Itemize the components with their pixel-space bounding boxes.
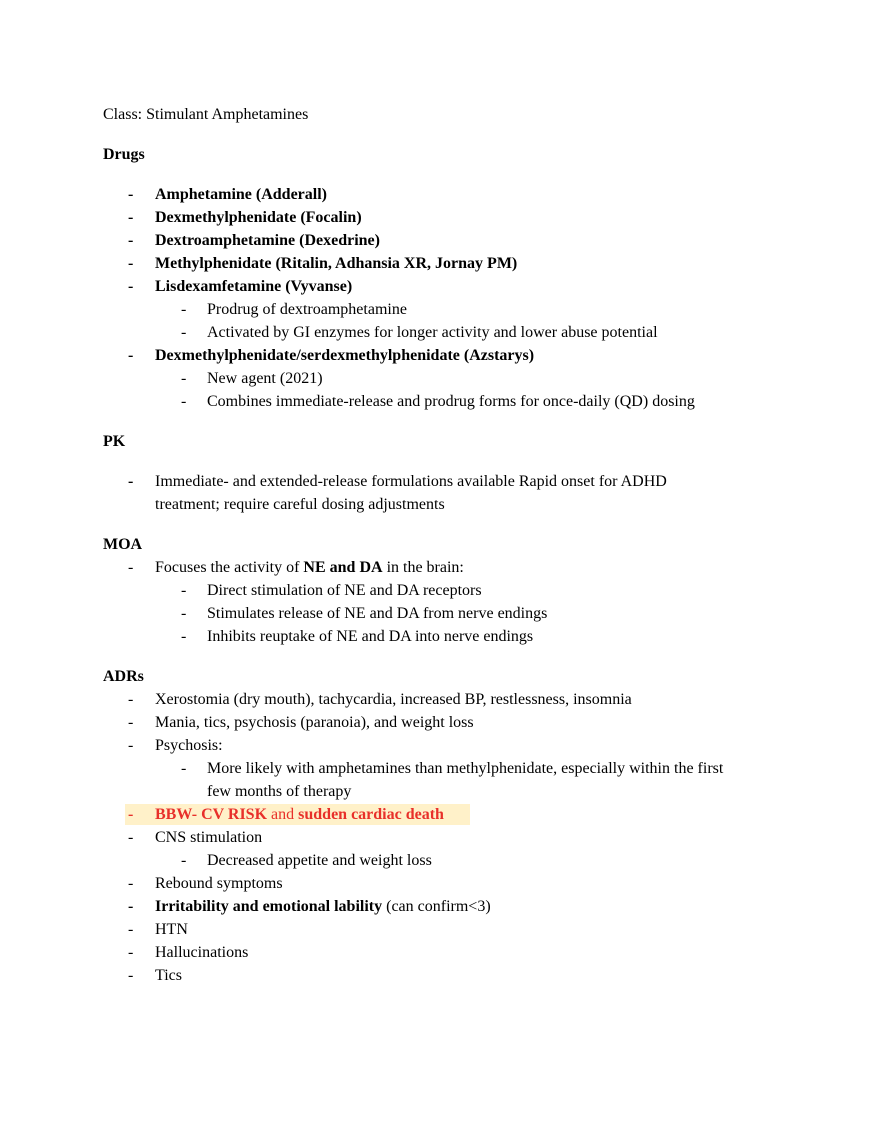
bullet-dash: - [128,347,134,364]
subitem-text: Activated by GI enzymes for longer activity and lower abuse potential [207,324,658,341]
pk-text-line1: Immediate- and extended-release formulations available Rapid onset for ADHD [155,473,667,490]
bullet-dash: - [128,875,134,892]
list-item [103,895,803,918]
adr-text: Tics [155,967,182,984]
list-item [103,826,803,849]
subitem-text: More likely with amphetamines than methylphenidate, especially within the first [207,760,724,777]
list-item [103,252,803,275]
list-item [103,688,803,711]
drug-name: Methylphenidate (Ritalin, Adhansia XR, Jornay PM) [155,255,518,272]
bullet-dash: - [128,806,134,823]
bbw-warning-item [103,803,803,826]
adr-text: Psychosis: [155,737,223,754]
list-subitem [103,321,803,344]
bullet-dash: - [128,559,134,576]
list-item [103,229,803,252]
drug-name: Dextroamphetamine (Dexedrine) [155,232,380,249]
list-subitem [103,849,803,872]
adrs-heading [103,665,803,688]
adr-text: HTN [155,921,188,938]
adr-bold-text: Irritability and emotional lability [155,898,383,915]
list-item [103,872,803,895]
adr-text: Mania, tics, psychosis (paranoia), and weight loss [155,714,474,731]
pk-heading [103,430,803,453]
pk-heading-text: PK [103,433,126,450]
bbw-sudden-cardiac-death: sudden cardiac death [298,806,444,823]
class-line [103,103,803,126]
bbw-cv-risk: BBW- CV RISK [155,806,268,823]
bullet-dash: - [181,393,187,410]
list-item [103,470,803,493]
adr-text: CNS stimulation [155,829,263,846]
list-item [103,344,803,367]
list-item [103,964,803,987]
drugs-heading-text: Drugs [103,146,145,163]
bullet-dash: - [181,760,187,777]
bullet-dash: - [128,186,134,203]
list-subitem [103,602,803,625]
list-item [103,556,803,579]
list-item [103,941,803,964]
bullet-dash: - [128,278,134,295]
list-item [103,918,803,941]
bbw-text [155,803,444,826]
list-subitem [103,298,803,321]
bullet-dash: - [181,301,187,318]
list-item [103,183,803,206]
adr-text [155,895,491,918]
moa-intro-bold: NE and DA [303,559,383,576]
list-item [103,711,803,734]
bullet-dash: - [128,944,134,961]
bullet-dash: - [128,255,134,272]
list-subitem [103,390,803,413]
bullet-dash: - [181,605,187,622]
subitem-text: New agent (2021) [207,370,323,387]
subitem-text: few months of therapy [207,783,352,800]
list-item [103,275,803,298]
drug-name: Amphetamine (Adderall) [155,186,327,203]
bullet-dash: - [128,209,134,226]
bullet-dash: - [181,582,187,599]
moa-intro-post: in the brain: [382,559,464,576]
bullet-dash: - [128,921,134,938]
bullet-dash: - [128,737,134,754]
moa-intro-pre: Focuses the activity of [155,559,304,576]
bullet-dash: - [128,829,134,846]
bullet-dash: - [181,852,187,869]
bbw-and: and [267,806,299,823]
list-item [103,206,803,229]
bullet-dash: - [128,691,134,708]
list-subitem [103,625,803,648]
adr-rest-text: (can confirm<3) [382,898,491,915]
moa-heading-text: MOA [103,536,143,553]
subitem-text: Direct stimulation of NE and DA receptors [207,582,482,599]
class-text: Class: Stimulant Amphetamines [103,106,309,123]
moa-heading [103,533,803,556]
list-subitem [103,579,803,602]
bullet-dash: - [181,370,187,387]
adr-text: Xerostomia (dry mouth), tachycardia, increased BP, restlessness, insomnia [155,691,632,708]
bullet-dash: - [128,473,134,490]
bullet-dash: - [181,324,187,341]
drug-name: Dexmethylphenidate/serdexmethylphenidate (Azstarys) [155,347,535,364]
pk-text-line2: treatment; require careful dosing adjustments [155,496,445,513]
bullet-dash: - [128,714,134,731]
bullet-dash: - [128,232,134,249]
bullet-dash: - [128,967,134,984]
list-subitem-continuation [103,780,803,803]
document-page [103,103,803,987]
subitem-text: Prodrug of dextroamphetamine [207,301,407,318]
adr-text: Rebound symptoms [155,875,283,892]
list-subitem [103,367,803,390]
list-item-continuation [103,493,803,516]
drug-name: Dexmethylphenidate (Focalin) [155,209,362,226]
moa-intro [155,556,464,579]
bullet-dash: - [181,628,187,645]
drug-name: Lisdexamfetamine (Vyvanse) [155,278,353,295]
subitem-text: Combines immediate-release and prodrug forms for once-daily (QD) dosing [207,393,695,410]
list-subitem [103,757,803,780]
list-item [103,734,803,757]
drugs-heading [103,143,803,166]
bullet-dash: - [128,898,134,915]
subitem-text: Decreased appetite and weight loss [207,852,432,869]
subitem-text: Stimulates release of NE and DA from nerve endings [207,605,548,622]
subitem-text: Inhibits reuptake of NE and DA into nerve endings [207,628,534,645]
adrs-heading-text: ADRs [103,668,144,685]
adr-text: Hallucinations [155,944,249,961]
